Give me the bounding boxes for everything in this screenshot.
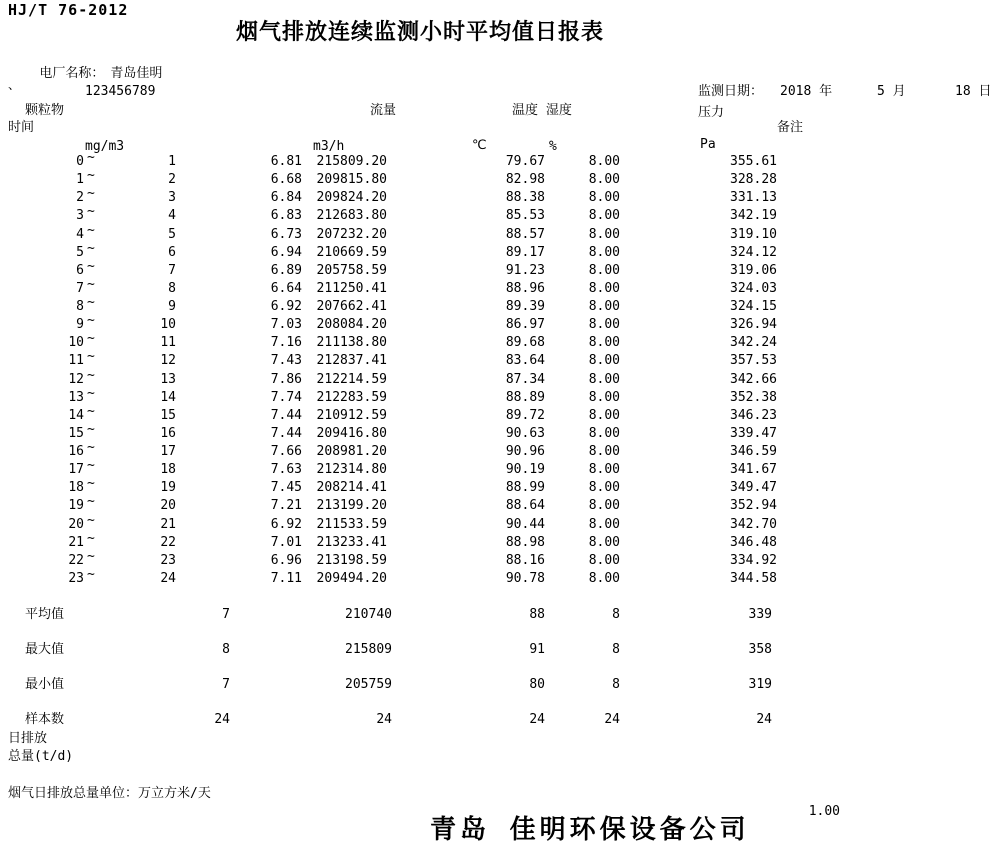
cell-pressure: 346.59 xyxy=(730,444,777,459)
summary-label: 最小值 xyxy=(25,677,65,692)
cell-flow: 210669.59 xyxy=(316,244,387,260)
cell-pressure: 319.06 xyxy=(730,262,777,278)
cell-flow: 208214.41 xyxy=(316,480,387,496)
monitor-date-label: 监测日期： xyxy=(698,84,764,99)
summary-flow: 205759 xyxy=(345,677,392,692)
cell-pressure: 326.94 xyxy=(730,317,777,333)
daily-emission-label-line1: 日排放 xyxy=(8,731,48,746)
summary-pressure: 319 xyxy=(748,677,772,692)
summary-row xyxy=(0,712,991,728)
cell-humidity: 8.00 xyxy=(588,480,620,496)
cell-temp: 88.98 xyxy=(505,534,545,550)
summary-temp: 80 xyxy=(529,677,545,692)
cell-hour-start: 17 xyxy=(68,462,84,478)
cell-hour-end: 10 xyxy=(160,317,176,333)
cell-hour-end: 23 xyxy=(160,552,176,568)
cell-temp: 88.57 xyxy=(505,226,545,242)
table-row xyxy=(0,512,991,534)
cell-humidity: 8.00 xyxy=(588,280,620,296)
cell-flow: 215809.20 xyxy=(316,154,387,169)
cell-hour-start: 4 xyxy=(76,226,84,242)
cell-pressure: 346.48 xyxy=(730,534,777,550)
cell-temp: 91.23 xyxy=(505,262,545,278)
cell-flow: 212837.41 xyxy=(316,353,387,369)
tick-mark: 、 xyxy=(8,78,21,92)
table-row xyxy=(0,403,991,425)
cell-hour-end: 12 xyxy=(160,353,176,369)
cell-hour-end: 13 xyxy=(160,371,176,387)
cell-tilde: ~ xyxy=(87,222,95,238)
cell-temp: 88.96 xyxy=(505,280,545,296)
summary-flow: 215809 xyxy=(345,642,392,657)
cell-pressure: 319.10 xyxy=(730,226,777,242)
cell-hour-end: 2 xyxy=(168,172,176,188)
cell-hour-end: 7 xyxy=(168,262,176,278)
cell-temp: 89.39 xyxy=(505,299,545,314)
cell-hour-end: 21 xyxy=(160,516,176,532)
cell-flow: 205758.59 xyxy=(316,262,387,278)
cell-hour-start: 19 xyxy=(68,498,84,514)
cell-pm: 7.01 xyxy=(270,534,302,550)
cell-pm: 6.84 xyxy=(270,190,302,206)
cell-pressure: 355.61 xyxy=(730,154,777,169)
cell-humidity: 8.00 xyxy=(588,208,620,224)
summary-label: 样本数 xyxy=(25,712,65,727)
summary-temp: 91 xyxy=(529,642,545,657)
cell-temp: 89.17 xyxy=(505,244,545,260)
column-header-pressure: 压力 xyxy=(698,105,725,120)
cell-hour-start: 1 xyxy=(76,172,84,188)
cell-pm: 6.92 xyxy=(270,516,302,532)
cell-hour-end: 4 xyxy=(168,208,176,224)
cell-pm: 7.74 xyxy=(270,389,302,405)
cell-flow: 209824.20 xyxy=(316,190,387,206)
cell-flow: 210912.59 xyxy=(316,407,387,423)
cell-pm: 6.73 xyxy=(270,226,302,242)
cell-humidity: 8.00 xyxy=(588,335,620,351)
hourly-data-table xyxy=(0,150,991,588)
cell-temp: 90.44 xyxy=(505,516,545,532)
cell-hour-start: 0 xyxy=(76,154,84,169)
cell-hour-start: 16 xyxy=(68,444,84,459)
cell-flow: 211138.80 xyxy=(316,335,387,351)
cell-tilde: ~ xyxy=(87,276,95,292)
cell-humidity: 8.00 xyxy=(588,154,620,169)
cell-tilde: ~ xyxy=(87,530,95,546)
cell-pm: 6.92 xyxy=(270,299,302,314)
cell-flow: 211533.59 xyxy=(316,516,387,532)
cell-hour-start: 10 xyxy=(68,335,84,351)
cell-pm: 6.89 xyxy=(270,262,302,278)
cell-temp: 90.19 xyxy=(505,462,545,478)
emission-total-value: 1.00 xyxy=(808,804,840,819)
cell-hour-end: 6 xyxy=(168,244,176,260)
cell-pressure: 344.58 xyxy=(730,570,777,586)
column-header-flow: 流量 xyxy=(370,103,397,118)
cell-hour-start: 14 xyxy=(68,407,84,423)
table-row xyxy=(0,150,991,171)
cell-pm: 7.44 xyxy=(270,425,302,441)
cell-temp: 88.38 xyxy=(505,190,545,206)
cell-hour-end: 19 xyxy=(160,480,176,496)
cell-hour-start: 5 xyxy=(76,244,84,260)
cell-hour-end: 8 xyxy=(168,280,176,296)
cell-hour-end: 3 xyxy=(168,190,176,206)
cell-flow: 212214.59 xyxy=(316,371,387,387)
cell-hour-start: 3 xyxy=(76,208,84,224)
cell-pressure: 328.28 xyxy=(730,172,777,188)
cell-humidity: 8.00 xyxy=(588,190,620,206)
cell-hour-end: 18 xyxy=(160,462,176,478)
table-row xyxy=(0,240,991,262)
cell-hour-start: 11 xyxy=(68,353,84,369)
cell-pm: 6.96 xyxy=(270,552,302,568)
cell-temp: 85.53 xyxy=(505,208,545,224)
cell-flow: 207232.20 xyxy=(316,226,387,242)
cell-hour-end: 11 xyxy=(160,335,176,351)
cell-pressure: 324.12 xyxy=(730,244,777,260)
cell-flow: 209416.80 xyxy=(316,425,387,441)
cell-humidity: 8.00 xyxy=(588,516,620,532)
cell-flow: 209494.20 xyxy=(316,570,387,586)
unit-flow: m3/h xyxy=(313,139,345,154)
report-title: 烟气排放连续监测小时平均值日报表 xyxy=(236,20,605,45)
summary-humidity: 24 xyxy=(604,712,620,727)
cell-humidity: 8.00 xyxy=(588,299,620,314)
cell-tilde: ~ xyxy=(87,403,95,419)
cell-hour-end: 22 xyxy=(160,534,176,550)
cell-pm: 7.45 xyxy=(270,480,302,496)
cell-pm: 7.43 xyxy=(270,353,302,369)
table-row xyxy=(0,186,991,207)
cell-tilde: ~ xyxy=(87,458,95,474)
cell-humidity: 8.00 xyxy=(588,444,620,459)
cell-pm: 6.81 xyxy=(270,154,302,169)
table-row xyxy=(0,548,991,570)
cell-temp: 90.78 xyxy=(505,570,545,586)
cell-hour-end: 15 xyxy=(160,407,176,423)
cell-hour-start: 8 xyxy=(76,299,84,314)
cell-pm: 6.64 xyxy=(270,280,302,296)
cell-flow: 213198.59 xyxy=(316,552,387,568)
cell-pm: 7.66 xyxy=(270,444,302,459)
cell-pm: 7.16 xyxy=(270,335,302,351)
cell-pressure: 324.03 xyxy=(730,280,777,296)
cell-pressure: 349.47 xyxy=(730,480,777,496)
column-header-pm: 颗粒物 xyxy=(25,103,65,118)
cell-hour-start: 9 xyxy=(76,317,84,333)
cell-humidity: 8.00 xyxy=(588,534,620,550)
unit-pressure: Pa xyxy=(700,137,716,152)
summary-label: 平均值 xyxy=(25,607,65,622)
cell-pm: 6.83 xyxy=(270,208,302,224)
summary-pressure: 358 xyxy=(748,642,772,657)
cell-flow: 211250.41 xyxy=(316,280,387,296)
cell-hour-end: 20 xyxy=(160,498,176,514)
table-row xyxy=(0,222,991,244)
cell-tilde: ~ xyxy=(87,204,95,220)
table-row xyxy=(0,385,991,407)
summary-row xyxy=(0,642,991,658)
daily-emission-label-line2: 总量(t/d) xyxy=(8,749,74,764)
cell-humidity: 8.00 xyxy=(588,371,620,387)
cell-flow: 212683.80 xyxy=(316,208,387,224)
cell-flow: 212283.59 xyxy=(316,389,387,405)
unit-temp: ℃ xyxy=(472,138,487,153)
summary-pressure: 24 xyxy=(756,712,772,727)
cell-hour-start: 20 xyxy=(68,516,84,532)
cell-humidity: 8.00 xyxy=(588,353,620,369)
monitor-date-day: 18 日 xyxy=(955,84,991,99)
cell-humidity: 8.00 xyxy=(588,498,620,514)
cell-tilde: ~ xyxy=(87,240,95,256)
summary-flow: 210740 xyxy=(345,607,392,622)
cell-pm: 6.68 xyxy=(270,172,302,188)
cell-humidity: 8.00 xyxy=(588,462,620,478)
table-row xyxy=(0,476,991,497)
table-row xyxy=(0,494,991,515)
summary-row xyxy=(0,677,991,693)
cell-tilde: ~ xyxy=(87,150,95,165)
summary-pm: 7 xyxy=(222,607,230,622)
cell-tilde: ~ xyxy=(87,440,95,455)
cell-flow: 208981.20 xyxy=(316,444,387,459)
cell-pressure: 342.19 xyxy=(730,208,777,224)
cell-temp: 82.98 xyxy=(505,172,545,188)
cell-hour-start: 13 xyxy=(68,389,84,405)
cell-pressure: 342.24 xyxy=(730,335,777,351)
cell-hour-start: 18 xyxy=(68,480,84,496)
cell-hour-start: 21 xyxy=(68,534,84,550)
cell-temp: 89.72 xyxy=(505,407,545,423)
summary-label: 最大值 xyxy=(25,642,65,657)
table-row xyxy=(0,168,991,189)
cell-humidity: 8.00 xyxy=(588,244,620,260)
unit-pm: mg/m3 xyxy=(85,139,125,154)
cell-hour-end: 17 xyxy=(160,444,176,459)
cell-hour-end: 16 xyxy=(160,425,176,441)
cell-tilde: ~ xyxy=(87,421,95,437)
cell-humidity: 8.00 xyxy=(588,407,620,423)
summary-humidity: 8 xyxy=(612,642,620,657)
cell-temp: 88.99 xyxy=(505,480,545,496)
cell-humidity: 8.00 xyxy=(588,389,620,405)
cell-hour-start: 7 xyxy=(76,280,84,296)
cell-tilde: ~ xyxy=(87,313,95,329)
summary-humidity: 8 xyxy=(612,607,620,622)
cell-tilde: ~ xyxy=(87,168,95,184)
cell-tilde: ~ xyxy=(87,476,95,492)
cell-temp: 88.16 xyxy=(505,552,545,568)
cell-flow: 212314.80 xyxy=(316,462,387,478)
cell-pressure: 334.92 xyxy=(730,552,777,568)
table-row xyxy=(0,349,991,370)
cell-hour-end: 14 xyxy=(160,389,176,405)
table-row xyxy=(0,313,991,334)
cell-flow: 207662.41 xyxy=(316,299,387,314)
summary-flow: 24 xyxy=(376,712,392,727)
cell-flow: 213233.41 xyxy=(316,534,387,550)
cell-pm: 7.63 xyxy=(270,462,302,478)
cell-pressure: 341.67 xyxy=(730,462,777,478)
cell-flow: 208084.20 xyxy=(316,317,387,333)
cell-hour-start: 12 xyxy=(68,371,84,387)
cell-temp: 89.68 xyxy=(505,335,545,351)
table-row xyxy=(0,331,991,352)
summary-temp: 24 xyxy=(529,712,545,727)
cell-tilde: ~ xyxy=(87,349,95,365)
column-header-temp-humidity: 温度 湿度 xyxy=(512,103,572,118)
summary-temp: 88 xyxy=(529,607,545,622)
summary-pressure: 339 xyxy=(748,607,772,622)
cell-humidity: 8.00 xyxy=(588,226,620,242)
unit-humidity: % xyxy=(549,139,557,154)
cell-pm: 7.86 xyxy=(270,371,302,387)
cell-humidity: 8.00 xyxy=(588,317,620,333)
summary-humidity: 8 xyxy=(612,677,620,692)
cell-pm: 7.03 xyxy=(270,317,302,333)
cell-pressure: 342.70 xyxy=(730,516,777,532)
cell-temp: 88.64 xyxy=(505,498,545,514)
monitor-date-year: 2018 年 xyxy=(780,84,833,99)
cell-pressure: 342.66 xyxy=(730,371,777,387)
cell-hour-start: 2 xyxy=(76,190,84,206)
table-row xyxy=(0,458,991,479)
cell-humidity: 8.00 xyxy=(588,262,620,278)
emission-unit-note: 烟气日排放总量单位：万立方米/天 xyxy=(8,786,211,801)
cell-pressure: 352.38 xyxy=(730,389,777,405)
cell-hour-end: 9 xyxy=(168,299,176,314)
cell-tilde: ~ xyxy=(87,186,95,202)
cell-temp: 88.89 xyxy=(505,389,545,405)
cell-tilde: ~ xyxy=(87,566,95,582)
cell-temp: 90.63 xyxy=(505,425,545,441)
cell-pressure: 339.47 xyxy=(730,425,777,441)
plant-name-label: 电厂名称： xyxy=(39,66,105,81)
table-row xyxy=(0,421,991,443)
cell-pm: 7.44 xyxy=(270,407,302,423)
cell-temp: 90.96 xyxy=(505,444,545,459)
summary-row xyxy=(0,607,991,623)
cell-humidity: 8.00 xyxy=(588,552,620,568)
cell-tilde: ~ xyxy=(87,548,95,564)
cell-humidity: 8.00 xyxy=(588,172,620,188)
cell-hour-start: 23 xyxy=(68,570,84,586)
summary-pm: 7 xyxy=(222,677,230,692)
monitor-date-month: 5 月 xyxy=(877,84,906,99)
cell-hour-end: 1 xyxy=(168,154,176,169)
column-header-remark: 备注 xyxy=(777,120,804,135)
cell-hour-start: 22 xyxy=(68,552,84,568)
standard-number: HJ/T 76-2012 xyxy=(8,1,129,19)
table-row xyxy=(0,367,991,389)
cell-hour-start: 6 xyxy=(76,262,84,278)
cell-flow: 213199.20 xyxy=(316,498,387,514)
cell-humidity: 8.00 xyxy=(588,425,620,441)
cell-flow: 209815.80 xyxy=(316,172,387,188)
table-row xyxy=(0,440,991,461)
cell-hour-end: 5 xyxy=(168,226,176,242)
cell-tilde: ~ xyxy=(87,331,95,347)
cell-pm: 7.11 xyxy=(270,570,302,586)
cell-pressure: 324.15 xyxy=(730,299,777,314)
clipped-footer-text: 青岛 佳明环保设备公司 xyxy=(430,815,750,845)
cell-humidity: 8.00 xyxy=(588,570,620,586)
column-header-time: 时间 xyxy=(8,120,35,135)
serial-number: 123456789 xyxy=(85,84,156,99)
table-row xyxy=(0,530,991,552)
cell-tilde: ~ xyxy=(87,258,95,274)
cell-tilde: ~ xyxy=(87,494,95,510)
table-row xyxy=(0,295,991,316)
cell-pressure: 352.94 xyxy=(730,498,777,514)
cell-tilde: ~ xyxy=(87,512,95,528)
plant-name-value: 青岛佳明 xyxy=(110,66,163,81)
summary-pm: 8 xyxy=(222,642,230,657)
cell-tilde: ~ xyxy=(87,385,95,401)
cell-pm: 7.21 xyxy=(270,498,302,514)
table-row xyxy=(0,204,991,225)
cell-tilde: ~ xyxy=(87,367,95,383)
cell-hour-end: 24 xyxy=(160,570,176,586)
table-row xyxy=(0,566,991,588)
cell-pressure: 357.53 xyxy=(730,353,777,369)
cell-hour-start: 15 xyxy=(68,425,84,441)
cell-temp: 83.64 xyxy=(505,353,545,369)
table-row xyxy=(0,276,991,298)
summary-pm: 24 xyxy=(214,712,230,727)
cell-pm: 6.94 xyxy=(270,244,302,260)
cell-temp: 87.34 xyxy=(505,371,545,387)
cell-temp: 79.67 xyxy=(505,154,545,169)
cell-pressure: 346.23 xyxy=(730,407,777,423)
table-row xyxy=(0,258,991,280)
cell-tilde: ~ xyxy=(87,295,95,310)
cell-temp: 86.97 xyxy=(505,317,545,333)
cell-pressure: 331.13 xyxy=(730,190,777,206)
